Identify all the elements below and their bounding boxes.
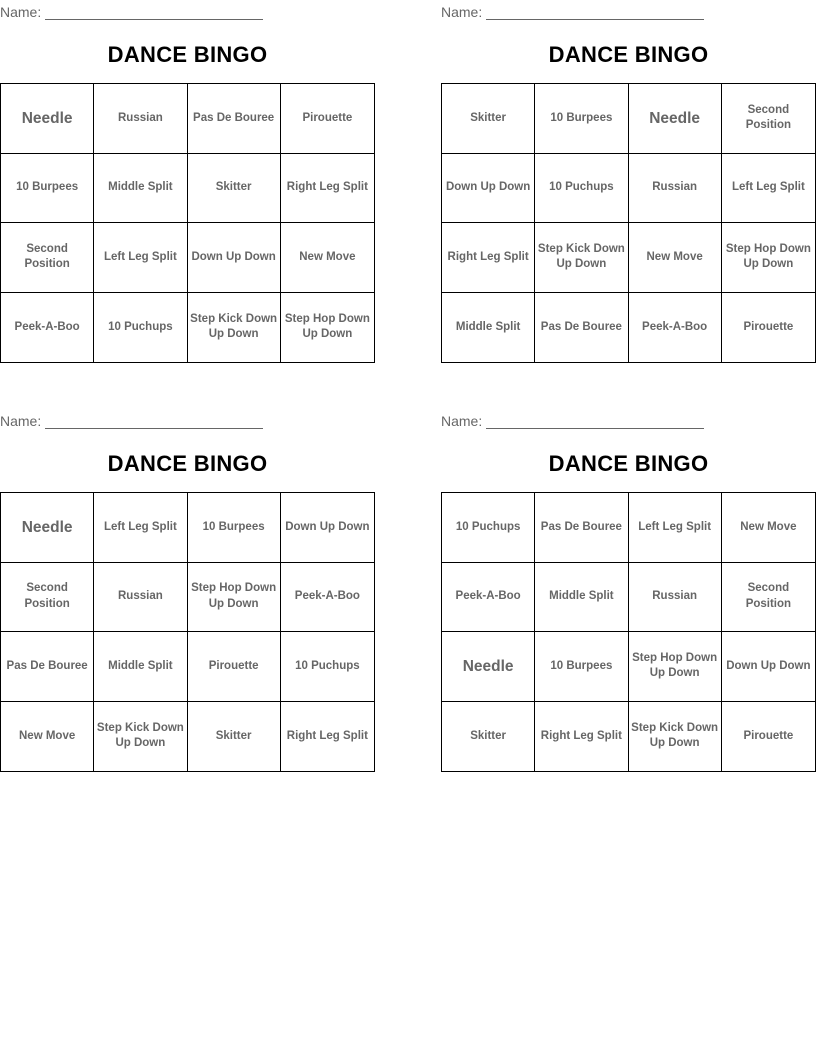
bingo-cell: Pas De Bouree <box>1 632 94 702</box>
name-blank-line <box>486 5 704 20</box>
bingo-cell: Pirouette <box>281 84 374 154</box>
bingo-cell: 10 Burpees <box>1 154 94 224</box>
bingo-cell: Right Leg Split <box>281 154 374 224</box>
card-title: DANCE BINGO <box>548 451 709 476</box>
bingo-cell: Peek-A-Boo <box>1 293 94 363</box>
bingo-cell: Pas De Bouree <box>188 84 281 154</box>
bingo-cell: Russian <box>629 154 722 224</box>
bingo-cell: Needle <box>1 84 94 154</box>
bingo-cell: Needle <box>442 632 535 702</box>
bingo-cell: Left Leg Split <box>629 493 722 563</box>
card-title: DANCE BINGO <box>107 451 268 476</box>
bingo-cell: Skitter <box>442 702 535 772</box>
bingo-grid <box>0 83 375 363</box>
card-title: DANCE BINGO <box>548 42 709 67</box>
bingo-cell: Skitter <box>188 154 281 224</box>
bingo-cell: Left Leg Split <box>722 154 815 224</box>
bingo-cell: Left Leg Split <box>94 223 187 293</box>
bingo-cell: Pas De Bouree <box>535 293 628 363</box>
bingo-grid <box>441 83 816 363</box>
bingo-cell: Peek-A-Boo <box>442 563 535 633</box>
bingo-cell: Skitter <box>442 84 535 154</box>
name-label: Name: <box>0 413 42 429</box>
bingo-cell: Step Kick Down Up Down <box>629 702 722 772</box>
bingo-card <box>0 0 375 365</box>
bingo-card <box>0 409 375 774</box>
bingo-cell: Skitter <box>188 702 281 772</box>
name-blank-line <box>486 414 704 429</box>
bingo-cell: Down Up Down <box>281 493 374 563</box>
bingo-cell: New Move <box>722 493 815 563</box>
bingo-cell: Pirouette <box>743 729 794 742</box>
bingo-cell: New Move <box>281 223 374 293</box>
name-label: Name: <box>0 4 42 20</box>
bingo-cell: Step Hop Down Up Down <box>188 563 281 633</box>
name-blank-line <box>45 5 263 20</box>
name-line <box>441 411 704 429</box>
bingo-cell: Peek-A-Boo <box>281 563 374 633</box>
bingo-cell: 10 Puchups <box>94 293 187 363</box>
bingo-cell: Down Up Down <box>188 223 281 293</box>
name-line <box>0 2 263 20</box>
bingo-card <box>441 0 816 365</box>
bingo-cell: Russian <box>629 563 722 633</box>
bingo-card <box>441 409 816 774</box>
bingo-cell: Step Kick Down Up Down <box>188 293 281 363</box>
bingo-cell: Step Kick Down Up Down <box>94 702 187 772</box>
name-blank-line <box>45 414 263 429</box>
bingo-cell: 10 Puchups <box>535 154 628 224</box>
name-label: Name: <box>441 413 483 429</box>
bingo-cell: Pirouette <box>188 632 281 702</box>
bingo-cell: Middle Split <box>94 632 187 702</box>
bingo-cell: Step Kick Down Up Down <box>535 223 628 293</box>
bingo-cell: Step Hop Down Up Down <box>629 632 722 702</box>
bingo-cell: Down Up Down <box>722 632 815 702</box>
bingo-cell: Right Leg Split <box>286 729 368 742</box>
bingo-cell: New Move <box>1 702 94 772</box>
bingo-cell: 10 Puchups <box>281 632 374 702</box>
bingo-cell: Step Hop Down Up Down <box>284 312 370 341</box>
bingo-cell: New Move <box>629 223 722 293</box>
name-line <box>0 411 263 429</box>
bingo-cell: Middle Split <box>94 154 187 224</box>
bingo-cell: Russian <box>94 563 187 633</box>
name-line <box>441 2 704 20</box>
bingo-cell: Middle Split <box>535 563 628 633</box>
bingo-cell: Middle Split <box>442 293 535 363</box>
bingo-cell: Second Position <box>722 84 815 154</box>
card-title: DANCE BINGO <box>107 42 268 67</box>
name-label: Name: <box>441 4 483 20</box>
bingo-cell: 10 Burpees <box>535 84 628 154</box>
bingo-cell: Right Leg Split <box>442 223 535 293</box>
bingo-cell: 10 Burpees <box>535 632 628 702</box>
bingo-grid <box>441 492 816 772</box>
bingo-cell: Second Position <box>1 223 94 293</box>
bingo-cell: Pirouette <box>743 320 794 333</box>
bingo-cell: Needle <box>629 84 722 154</box>
bingo-cell: 10 Burpees <box>188 493 281 563</box>
bingo-grid <box>0 492 375 772</box>
bingo-cell: Pas De Bouree <box>535 493 628 563</box>
bingo-cell: 10 Puchups <box>442 493 535 563</box>
bingo-cell: Peek-A-Boo <box>629 293 722 363</box>
bingo-cell: Step Hop Down Up Down <box>722 223 815 293</box>
bingo-cell: Needle <box>1 493 94 563</box>
bingo-cell: Right Leg Split <box>535 702 628 772</box>
bingo-cell: Second Position <box>722 563 815 633</box>
bingo-cell: Russian <box>94 84 187 154</box>
bingo-cell: Down Up Down <box>442 154 535 224</box>
bingo-cell: Left Leg Split <box>94 493 187 563</box>
bingo-cell: Second Position <box>1 563 94 633</box>
